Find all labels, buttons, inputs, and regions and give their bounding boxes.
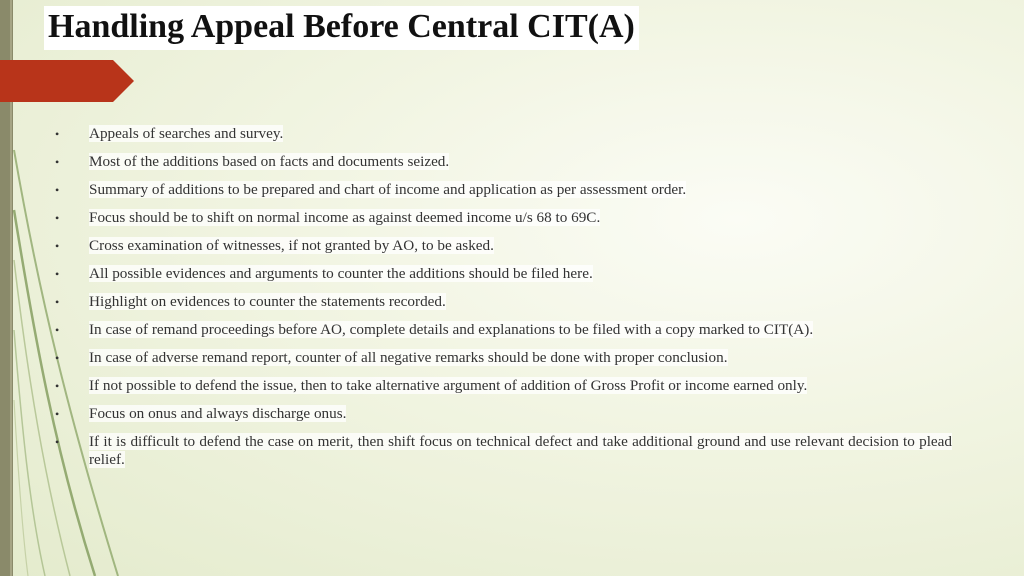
bullet-icon: • [55,155,60,169]
bullet-item [52,349,952,367]
bullet-icon: • [55,379,60,393]
slide-title: Handling Appeal Before Central CIT(A) [44,6,639,50]
bullet-item [52,209,952,227]
bullet-icon: • [55,295,60,309]
leaf-stem-4 [14,330,45,576]
leaf-stem-5 [14,400,28,576]
bullet-text: If not possible to defend the issue, then to take alternative argument of addition of Gross Profit or income earned only. [89,377,808,394]
bullet-text: Cross examination of witnesses, if not granted by AO, to be asked. [89,237,494,254]
bullet-list [52,125,952,479]
bullet-icon: • [55,211,60,225]
bullet-icon: • [55,351,60,365]
bullet-icon: • [55,323,60,337]
bullet-item [52,181,952,199]
bullet-item [52,125,952,143]
bullet-item [52,405,952,423]
bullet-icon: • [55,239,60,253]
bullet-item [52,265,952,283]
red-arrow-accent [0,60,134,102]
bullet-item [52,153,952,171]
bullet-text: Most of the additions based on facts and documents seized. [89,153,450,170]
bullet-text: If it is difficult to defend the case on merit, then shift focus on technical defect and take additional ground and use relevant decision to plead relief. [89,433,952,468]
bullet-item [52,293,952,311]
bullet-icon: • [55,127,60,141]
bullet-item [52,377,952,395]
bullet-item [52,321,952,339]
bullet-text: Focus on onus and always discharge onus. [89,405,347,422]
bullet-item [52,237,952,255]
bullet-icon: • [55,183,60,197]
bullet-icon: • [55,435,60,449]
bullet-icon: • [55,267,60,281]
bullet-item [52,433,952,469]
bullet-text: All possible evidences and arguments to counter the additions should be filed here. [89,265,593,282]
bullet-text: In case of adverse remand report, counter of all negative remarks should be done with proper conclusion. [89,349,728,366]
bullet-text: In case of remand proceedings before AO, complete details and explanations to be filed with a copy marked to CIT(A). [89,321,814,338]
bullet-text: Summary of additions to be prepared and chart of income and application as per assessment order. [89,181,687,198]
bullet-icon: • [55,407,60,421]
bullet-text: Focus should be to shift on normal income as against deemed income u/s 68 to 69C. [89,209,601,226]
bullet-text: Highlight on evidences to counter the statements recorded. [89,293,446,310]
bullet-text: Appeals of searches and survey. [89,125,284,142]
